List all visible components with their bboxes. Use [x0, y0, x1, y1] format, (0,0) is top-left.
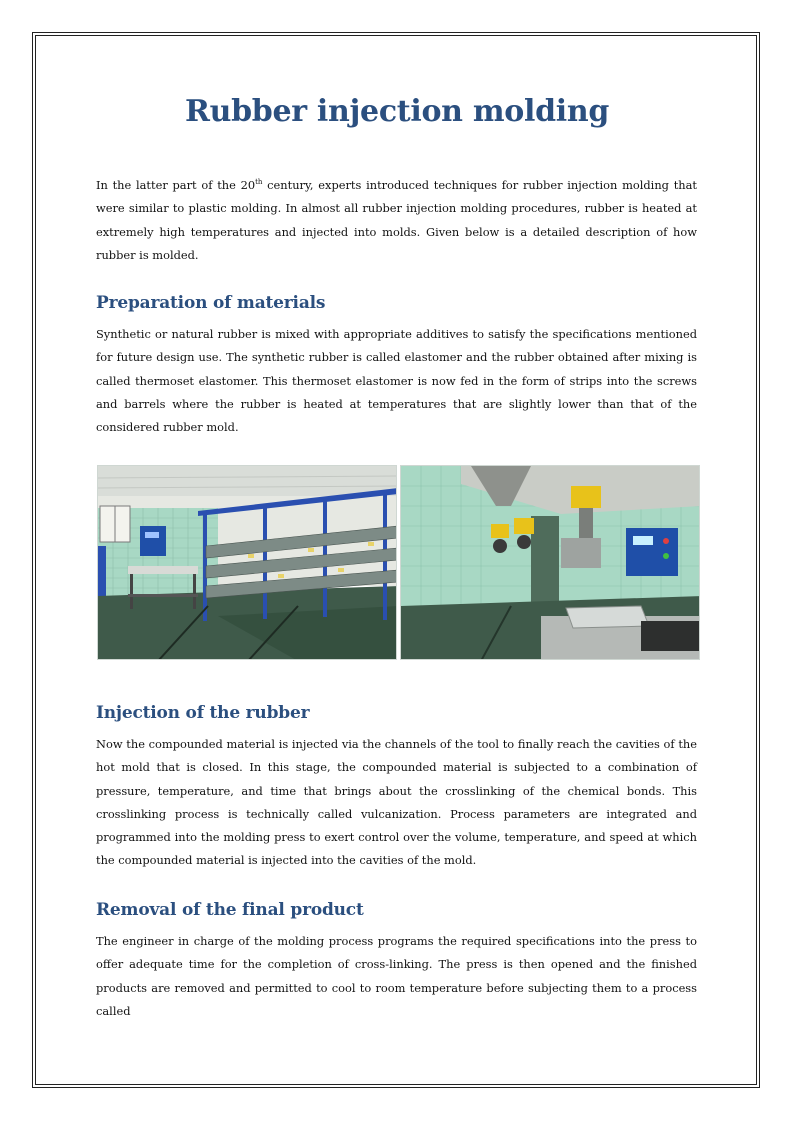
paragraph-removal: The engineer in charge of the molding process programs the required specifications into the press to offer adequate time for the completion of cross-linking. The press is then opened and the finished products are removed and permitted to cool to room temperature before subjecting them to a process called — [96, 934, 697, 1018]
mold-tray — [566, 606, 649, 628]
injection-machine-photo — [400, 465, 700, 660]
page-title: Rubber injection molding — [184, 94, 610, 129]
control-box — [626, 528, 678, 576]
paragraph-injection: Now the compounded material is injected via the channels of the tool to finally reach the cavities of the hot mold that is closed. In this stage, the compounded material is subjected to a combination of pressure, temperature, and time that brings about the crosslinking of the chemical bonds. This crosslinking process is technically called vulcanization. Process parameters are integrated and programmed into the molding press to exert control over the volume, temperature, and speed at which the compounded material is injected into the cavities of the mold. — [96, 737, 697, 868]
intro-superscript: th — [255, 178, 263, 186]
paragraph-preparation: Synthetic or natural rubber is mixed with appropriate additives to satisfy the specifications mentioned for future design use. The synthetic rubber is called elastomer and the rubber obtained after mixing is called thermoset elastomer. This thermoset elastomer is now fed in the form of strips into the screws and barrels where the rubber is heated at temperatures that are slightly lower than that of the considered rubber mold. — [96, 327, 697, 435]
intro-paragraph — [96, 174, 697, 267]
workshop-photo — [97, 465, 397, 660]
workshop-photo-illustration — [98, 466, 397, 660]
intro-text-start: In the latter part of the 20 — [96, 178, 256, 192]
intro-text-rest: century, experts introduced techniques for rubber injection molding that were similar to plastic molding. In almost all rubber injection molding procedures, rubber is heated at extremely high temperatures and injected into molds. Given below is a detailed description of how rubber is molded. — [96, 178, 697, 262]
heading-preparation: Preparation of materials — [96, 293, 326, 313]
control-box — [140, 526, 166, 556]
heading-injection: Injection of the rubber — [96, 703, 310, 723]
injection-machine-illustration — [401, 466, 700, 660]
heading-removal: Removal of the final product — [96, 900, 364, 920]
